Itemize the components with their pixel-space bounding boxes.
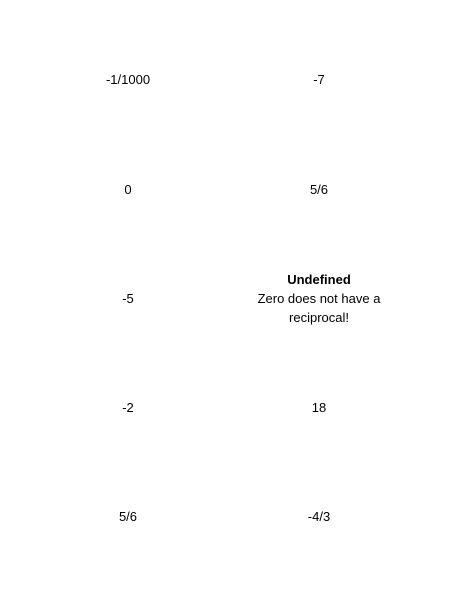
- undefined-explanation-line1: Zero does not have a: [257, 291, 381, 306]
- card-left-2: 0: [124, 182, 132, 197]
- card-left-5: 5/6: [118, 509, 138, 524]
- card-left-3: -5: [122, 291, 134, 306]
- card-left-4: -2: [122, 400, 134, 415]
- card-right-2: 5/6: [309, 182, 329, 197]
- card-right-4: 18: [311, 400, 327, 415]
- undefined-explanation-line2: reciprocal!: [289, 310, 349, 325]
- card-right-3-undefined: [229, 270, 409, 327]
- undefined-title: Undefined: [287, 272, 351, 287]
- card-right-1: -7: [313, 72, 325, 87]
- card-left-1: -1/1000: [105, 72, 151, 87]
- card-right-5: -4/3: [307, 509, 331, 524]
